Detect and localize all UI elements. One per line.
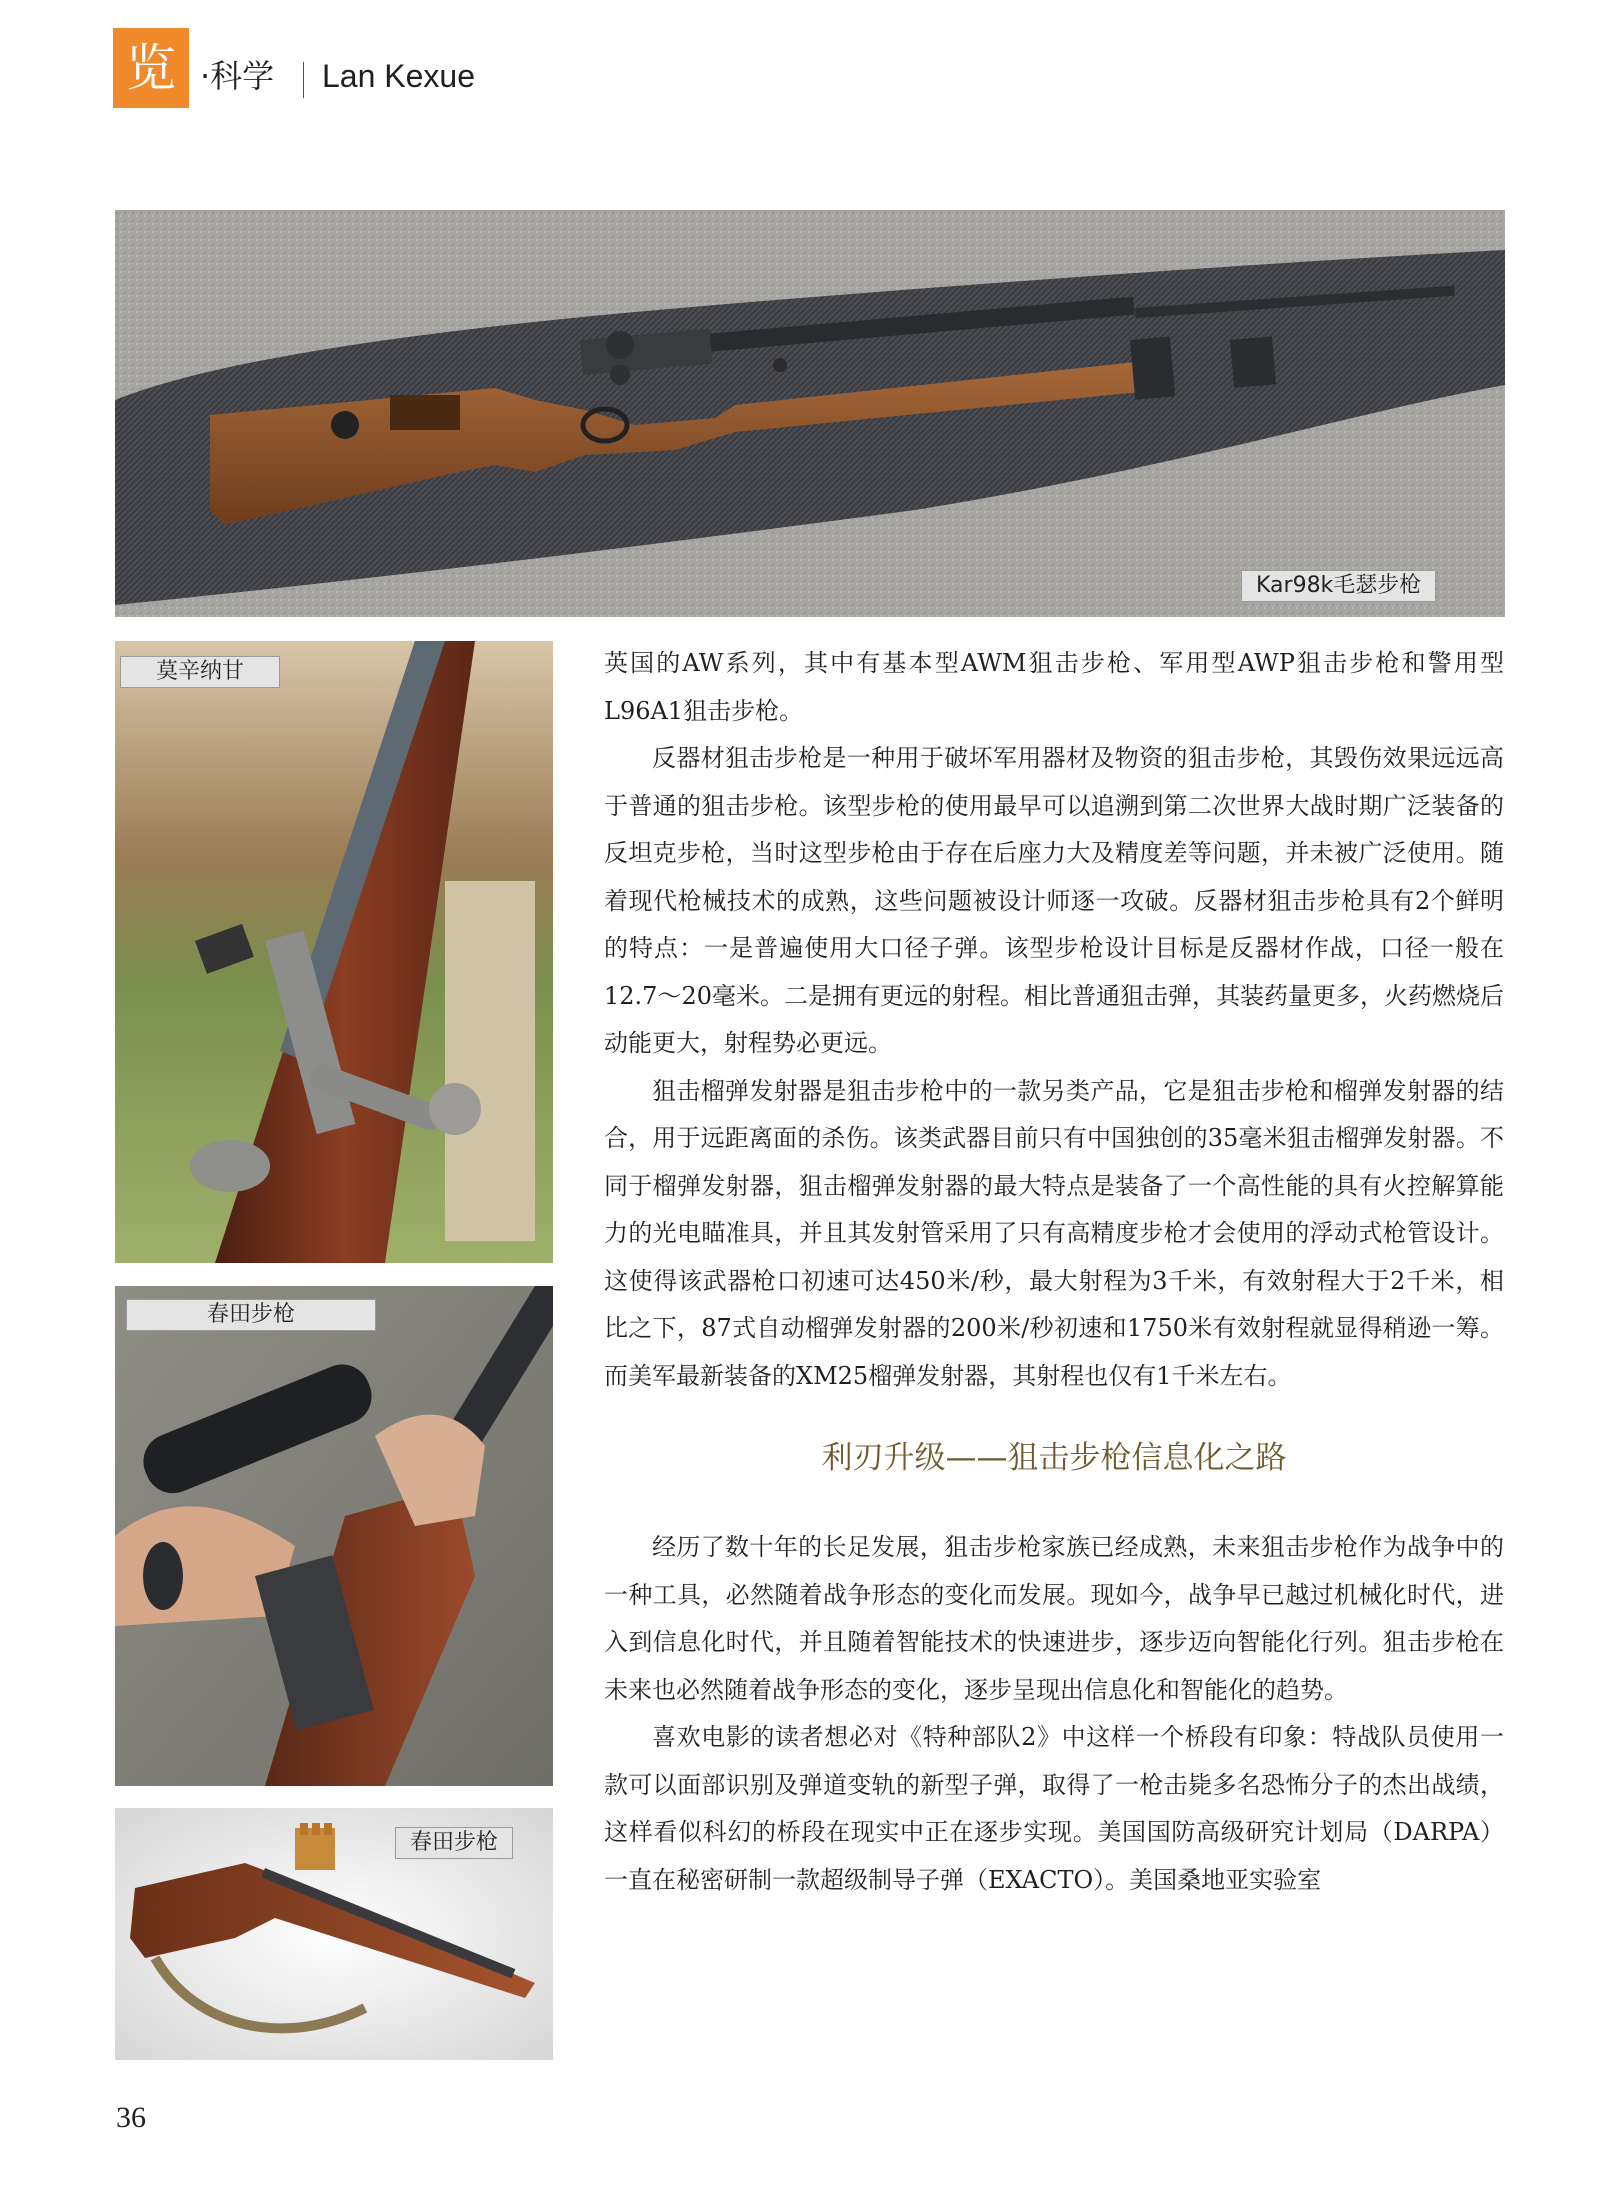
kar98k-caption: Kar98k毛瑟步枪 (1241, 570, 1436, 602)
paragraph-2: 反器材狙击步枪是一种用于破坏军用器材及物资的狙击步枪，其毁伤效果远远高于普通的狙击步枪。该型步枪的使用最早可以追溯到第二次世界大战时期广泛装备的反坦克步枪，当时这型步枪由于存在后座力大及精度差等问题，并未被广泛使用。随着现代枪械技术的成熟，这些问题被设计师逐一攻破。反器材狙击步枪具有2个鲜明的特点：一是普遍使用大口径子弹。该型步枪设计目标是反器材作战，口径一般在12.7～20毫米。二是拥有更远的射程。相比普通狙击弹，其装药量更多，火药燃烧后动能更大，射程势必更远。 (604, 744, 1504, 1057)
header-divider (303, 62, 304, 98)
springfield-caption-2: 春田步枪 (395, 1827, 513, 1859)
page-number: 36 (116, 2101, 146, 2134)
section-heading: 利刃升级——狙击步枪信息化之路 (821, 1440, 1287, 1476)
section-badge: 览 (113, 28, 189, 108)
springfield-scope-photo (115, 1286, 553, 1786)
springfield-caption-1: 春田步枪 (126, 1299, 376, 1331)
kar98k-photo (115, 210, 1505, 617)
paragraph-4: 经历了数十年的长足发展，狙击步枪家族已经成熟，未来狙击步枪作为战争中的一种工具，必然随着战争形态的变化而发展。现如今，战争早已越过机械化时代，进入到信息化时代，并且随着智能技术的快速进步，逐步迈向智能化行列。狙击步枪在未来也必然随着战争形态的变化，逐步呈现出信息化和智能化的趋势。 (604, 1533, 1504, 1704)
paragraph-3: 狙击榴弹发射器是狙击步枪中的一款另类产品，它是狙击步枪和榴弹发射器的结合，用于远距离面的杀伤。该类武器目前只有中国独创的35毫米狙击榴弹发射器。不同于榴弹发射器，狙击榴弹发射器的最大特点是装备了一个高性能的具有火控解算能力的光电瞄准具，并且其发射管采用了只有高精度步枪才会使用的浮动式枪管设计。这使得该武器枪口初速可达450米/秒，最大射程为3千米，有效射程大于2千米，相比之下，87式自动榴弹发射器的200米/秒初速和1750米有效射程就显得稍逊一筹。而美军最新装备的XM25榴弹发射器，其射程也仅有1千米左右。 (604, 1076, 1504, 1390)
section-name: ·科学 (200, 57, 275, 95)
article-body (604, 640, 1504, 1904)
paragraph-5: 喜欢电影的读者想必对《特种部队2》中这样一个桥段有印象：特战队员使用一款可以面部识别及弹道变轨的新型子弹，取得了一枪击毙多名恐怖分子的杰出战绩，这样看似科幻的桥段在现实中正在逐步实现。美国国防高级研究计划局（DARPA）一直在秘密研制一款超级制导子弹（EXACTO）。美国桑地亚实验室 (604, 1723, 1504, 1894)
paragraph-1: 英国的AW系列，其中有基本型AWM狙击步枪、军用型AWP狙击步枪和警用型L96A1狙击步枪。 (604, 649, 1504, 725)
mosin-nagant-caption: 莫辛纳甘 (120, 656, 280, 688)
section-name-en: Lan Kexue (322, 58, 476, 94)
mosin-nagant-photo (115, 641, 553, 1263)
